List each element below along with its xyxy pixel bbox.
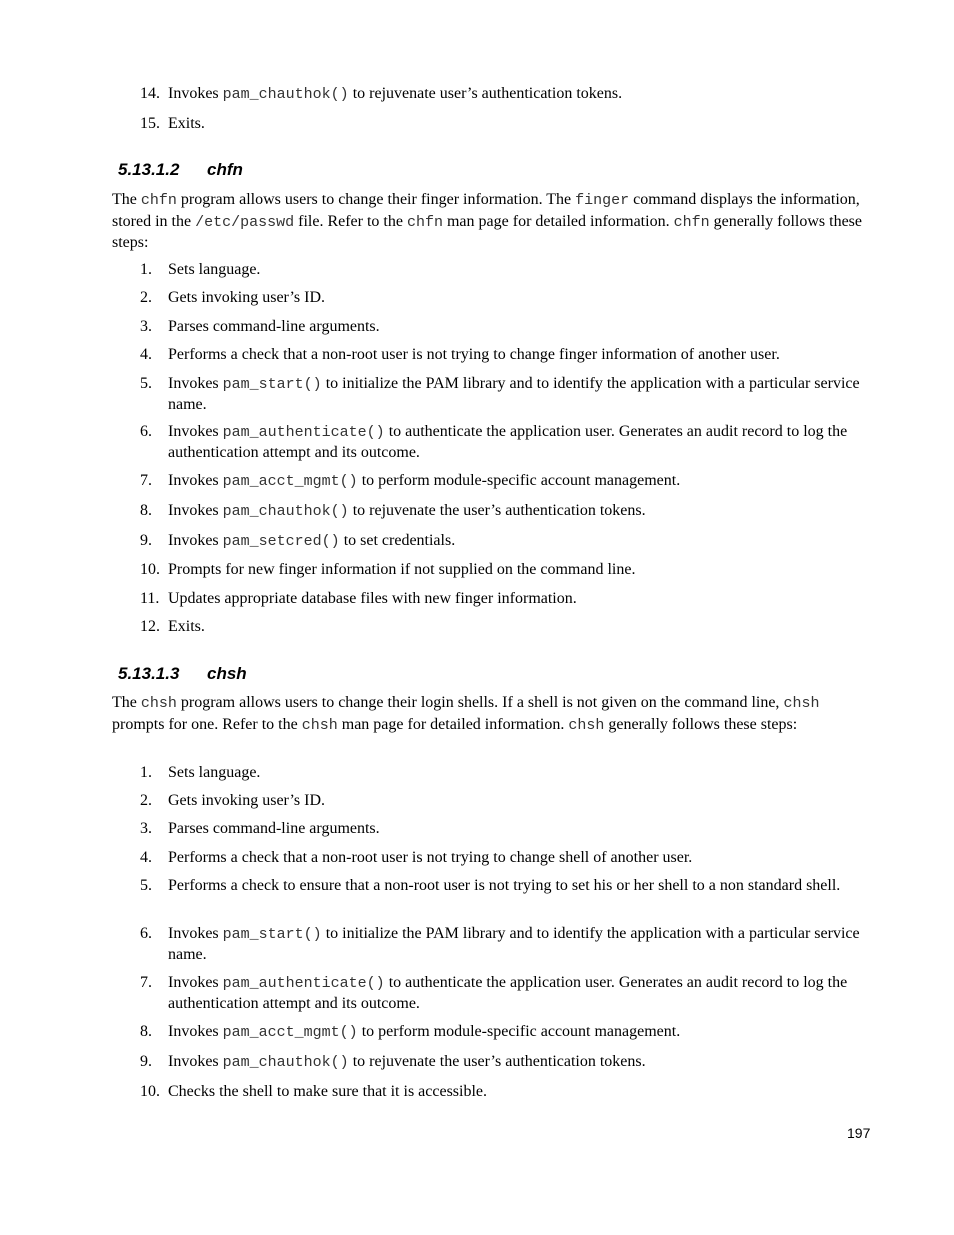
list-item: 2. Gets invoking user’s ID.: [140, 289, 326, 306]
list-item: 11. Updates appropriate database files with new finger information.: [140, 590, 577, 607]
list-item: 10. Prompts for new finger information if not supplied on the command line.: [140, 561, 636, 578]
chsh-intro-paragraph: The chsh program allows users to change their login shells. If a shell is not given on the command line, chsh prompts for one. Refer to the chsh man page for detailed information. chsh generally follows these steps:: [112, 694, 820, 734]
list-item: 5. Invokes pam_start() to initialize the PAM library and to identify the application with a particular service name.: [140, 375, 860, 413]
list-item: 7. Invokes pam_acct_mgmt() to perform module-specific account management.: [140, 472, 681, 490]
list-item: 8. Invokes pam_acct_mgmt() to perform module-specific account management.: [140, 1023, 681, 1041]
list-item: 1. Sets language.: [140, 261, 261, 278]
top-step-list: [140, 84, 870, 134]
list-item: 9. Invokes pam_setcred() to set credentials.: [140, 532, 456, 550]
chfn-intro-paragraph: The chfn program allows users to change their finger information. The finger command displays the information, stored in the /etc/passwd file. Refer to the chfn man page for detailed information. chfn generally follows these steps:: [112, 191, 862, 251]
section-heading-chsh: 5.13.1.3 chsh: [118, 664, 247, 683]
chsh-step-list: [140, 763, 870, 1102]
list-item: 14. Invokes pam_chauthok() to rejuvenate user’s authentication tokens.: [140, 85, 623, 103]
list-item: 8. Invokes pam_chauthok() to rejuvenate the user’s authentication tokens.: [140, 502, 646, 520]
list-item: 10. Checks the shell to make sure that it is accessible.: [140, 1083, 488, 1100]
list-item: 3. Parses command-line arguments.: [140, 318, 380, 335]
list-item: 5. Performs a check to ensure that a non-root user is not trying to set his or her shell to a non standard shell.: [140, 877, 841, 894]
list-item: 12. Exits.: [140, 618, 205, 635]
section-heading-chfn: 5.13.1.2 chfn: [118, 160, 243, 179]
list-item: 2. Gets invoking user’s ID.: [140, 792, 326, 809]
list-item: 3. Parses command-line arguments.: [140, 820, 380, 837]
list-item: 7. Invokes pam_authenticate() to authenticate the application user. Generates an audit record to log the authentication attempt and its outcome.: [140, 974, 848, 1012]
list-item: 9. Invokes pam_chauthok() to rejuvenate the user’s authentication tokens.: [140, 1053, 646, 1071]
list-item: 4. Performs a check that a non-root user is not trying to change shell of another user.: [140, 849, 693, 866]
page-number: 197: [847, 1125, 871, 1141]
list-item: 4. Performs a check that a non-root user is not trying to change finger information of another user.: [140, 346, 780, 363]
list-item: 6. Invokes pam_start() to initialize the PAM library and to identify the application with a particular service name.: [140, 925, 860, 963]
list-item: 1. Sets language.: [140, 764, 261, 781]
chfn-step-list: [140, 260, 870, 637]
list-item: 15. Exits.: [140, 115, 205, 132]
list-item: 6. Invokes pam_authenticate() to authenticate the application user. Generates an audit record to log the authentication attempt and its outcome.: [140, 423, 848, 461]
